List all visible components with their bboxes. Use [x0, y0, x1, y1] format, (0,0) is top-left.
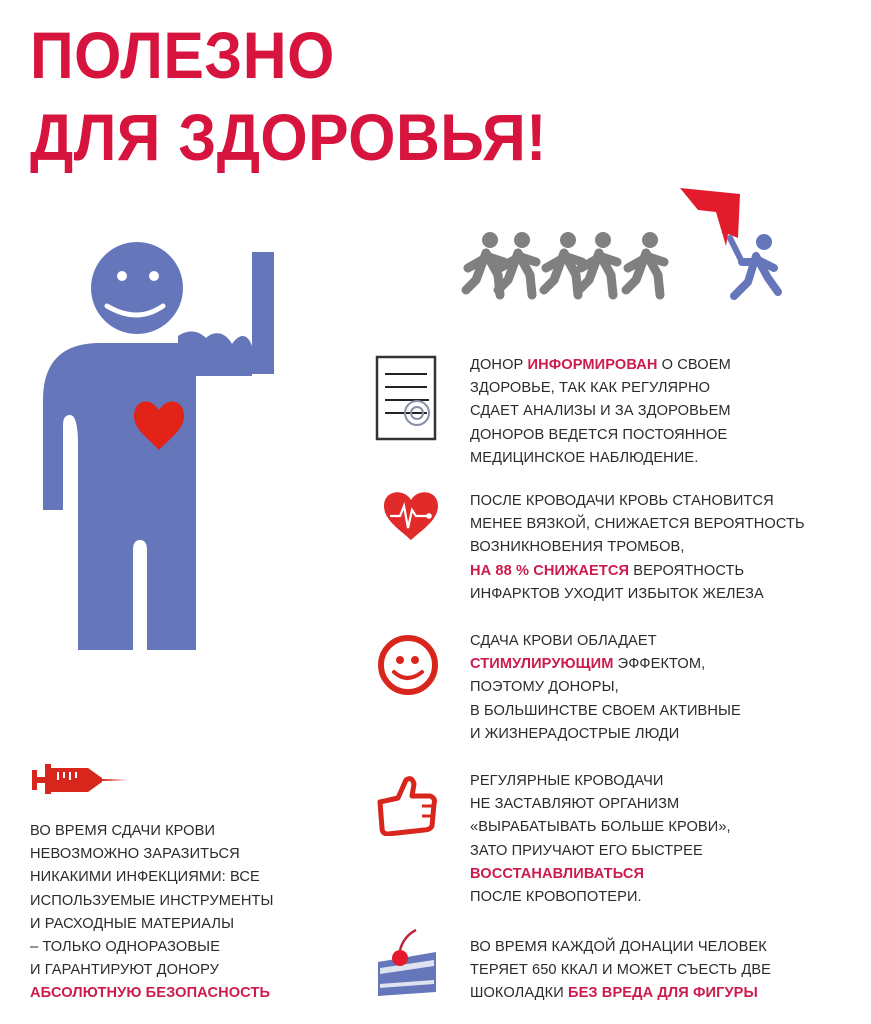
smiling-person-icon — [0, 200, 300, 720]
text-line: СДАЧА КРОВИ ОБЛАДАЕТ — [470, 633, 657, 649]
text-line: ДОНОРОВ ВЕДЕТСЯ ПОСТОЯННОЕ — [470, 426, 728, 443]
smiley-face-icon — [377, 634, 439, 696]
text-line: МЕНЕЕ ВЯЗКОЙ, СНИЖАЕТСЯ ВЕРОЯТНОСТЬ — [470, 516, 805, 533]
text-line: ВОЗНИКНОВЕНИЯ ТРОМБОВ, — [470, 539, 685, 556]
item-recovery — [470, 770, 731, 909]
text-line: МЕДИЦИНСКОЕ НАБЛЮДЕНИЕ. — [470, 449, 699, 466]
item-no-infection — [30, 820, 274, 1006]
text-line: ЗДОРОВЬЕ, ТАК КАК РЕГУЛЯРНО — [470, 380, 711, 397]
medical-document-icon — [375, 355, 437, 441]
text-line: И РАСХОДНЫЕ МАТЕРИАЛЫ — [30, 915, 235, 932]
text-line: СТИМУЛИРУЮЩИМ ЭФФЕКТОМ, — [470, 656, 706, 673]
text-line: ТЕРЯЕТ 650 ККАЛ И МОЖЕТ СЪЕСТЬ ДВЕ — [470, 962, 771, 979]
syringe-icon — [30, 762, 130, 796]
heart-pulse-icon — [382, 488, 440, 542]
text-line: ИСПОЛЬЗУЕМЫЕ ИНСТРУМЕНТЫ — [30, 892, 274, 909]
text-line: ШОКОЛАДКИ БЕЗ ВРЕДА ДЛЯ ФИГУРЫ — [470, 985, 758, 1002]
item-calories — [470, 936, 771, 1006]
cake-slice-icon — [374, 926, 446, 998]
text-line: НЕВОЗМОЖНО ЗАРАЗИТЬСЯ — [30, 846, 240, 863]
text-line-highlight: АБСОЛЮТНУЮ БЕЗОПАСНОСТЬ — [30, 985, 271, 1002]
text-line: ИНФАРКТОВ УХОДИТ ИЗБЫТОК ЖЕЛЕЗА — [470, 585, 764, 602]
text-line: В БОЛЬШИНСТВЕ СВОЕМ АКТИВНЫЕ — [470, 702, 741, 719]
text-line: ВО ВРЕМЯ СДАЧИ КРОВИ — [30, 823, 216, 839]
item-stimulating — [470, 630, 741, 746]
text-line: ДОНОР ИНФОРМИРОВАН О СВОЕМ — [470, 357, 731, 373]
runners-with-flag-icon — [430, 180, 810, 310]
text-line: НА 88 % СНИЖАЕТСЯ ВЕРОЯТНОСТЬ — [470, 562, 745, 579]
text-line: ПОЭТОМУ ДОНОРЫ, — [470, 679, 619, 696]
text-line: ПОСЛЕ КРОВОДАЧИ КРОВЬ СТАНОВИТСЯ — [470, 493, 774, 509]
thumbs-up-icon — [374, 772, 442, 836]
text-line: СДАЕТ АНАЛИЗЫ И ЗА ЗДОРОВЬЕМ — [470, 403, 731, 420]
page-title — [30, 14, 547, 178]
text-line-highlight: ВОССТАНАВЛИВАТЬСЯ — [470, 865, 645, 882]
text-line: ЗАТО ПРИУЧАЮТ ЕГО БЫСТРЕЕ — [470, 842, 703, 859]
text-line: ПОСЛЕ КРОВОПОТЕРИ. — [470, 889, 642, 906]
item-informed — [470, 354, 731, 470]
item-blood-viscosity — [470, 490, 805, 606]
text-line: И ГАРАНТИРУЮТ ДОНОРУ — [30, 962, 220, 979]
text-line: НЕ ЗАСТАВЛЯЮТ ОРГАНИЗМ — [470, 796, 680, 813]
text-line: «ВЫРАБАТЫВАТЬ БОЛЬШЕ КРОВИ», — [470, 819, 731, 836]
text-line: И ЖИЗНЕРАДОСТРЫЕ ЛЮДИ — [470, 725, 680, 742]
text-line: РЕГУЛЯРНЫЕ КРОВОДАЧИ — [470, 773, 664, 789]
text-line: НИКАКИМИ ИНФЕКЦИЯМИ: ВСЕ — [30, 869, 260, 886]
title-line-1: ПОЛЕЗНО — [30, 18, 335, 92]
text-line: – ТОЛЬКО ОДНОРАЗОВЫЕ — [30, 939, 221, 956]
text-line: ВО ВРЕМЯ КАЖДОЙ ДОНАЦИИ ЧЕЛОВЕК — [470, 939, 767, 955]
title-line-2: ДЛЯ ЗДОРОВЬЯ! — [30, 100, 547, 174]
